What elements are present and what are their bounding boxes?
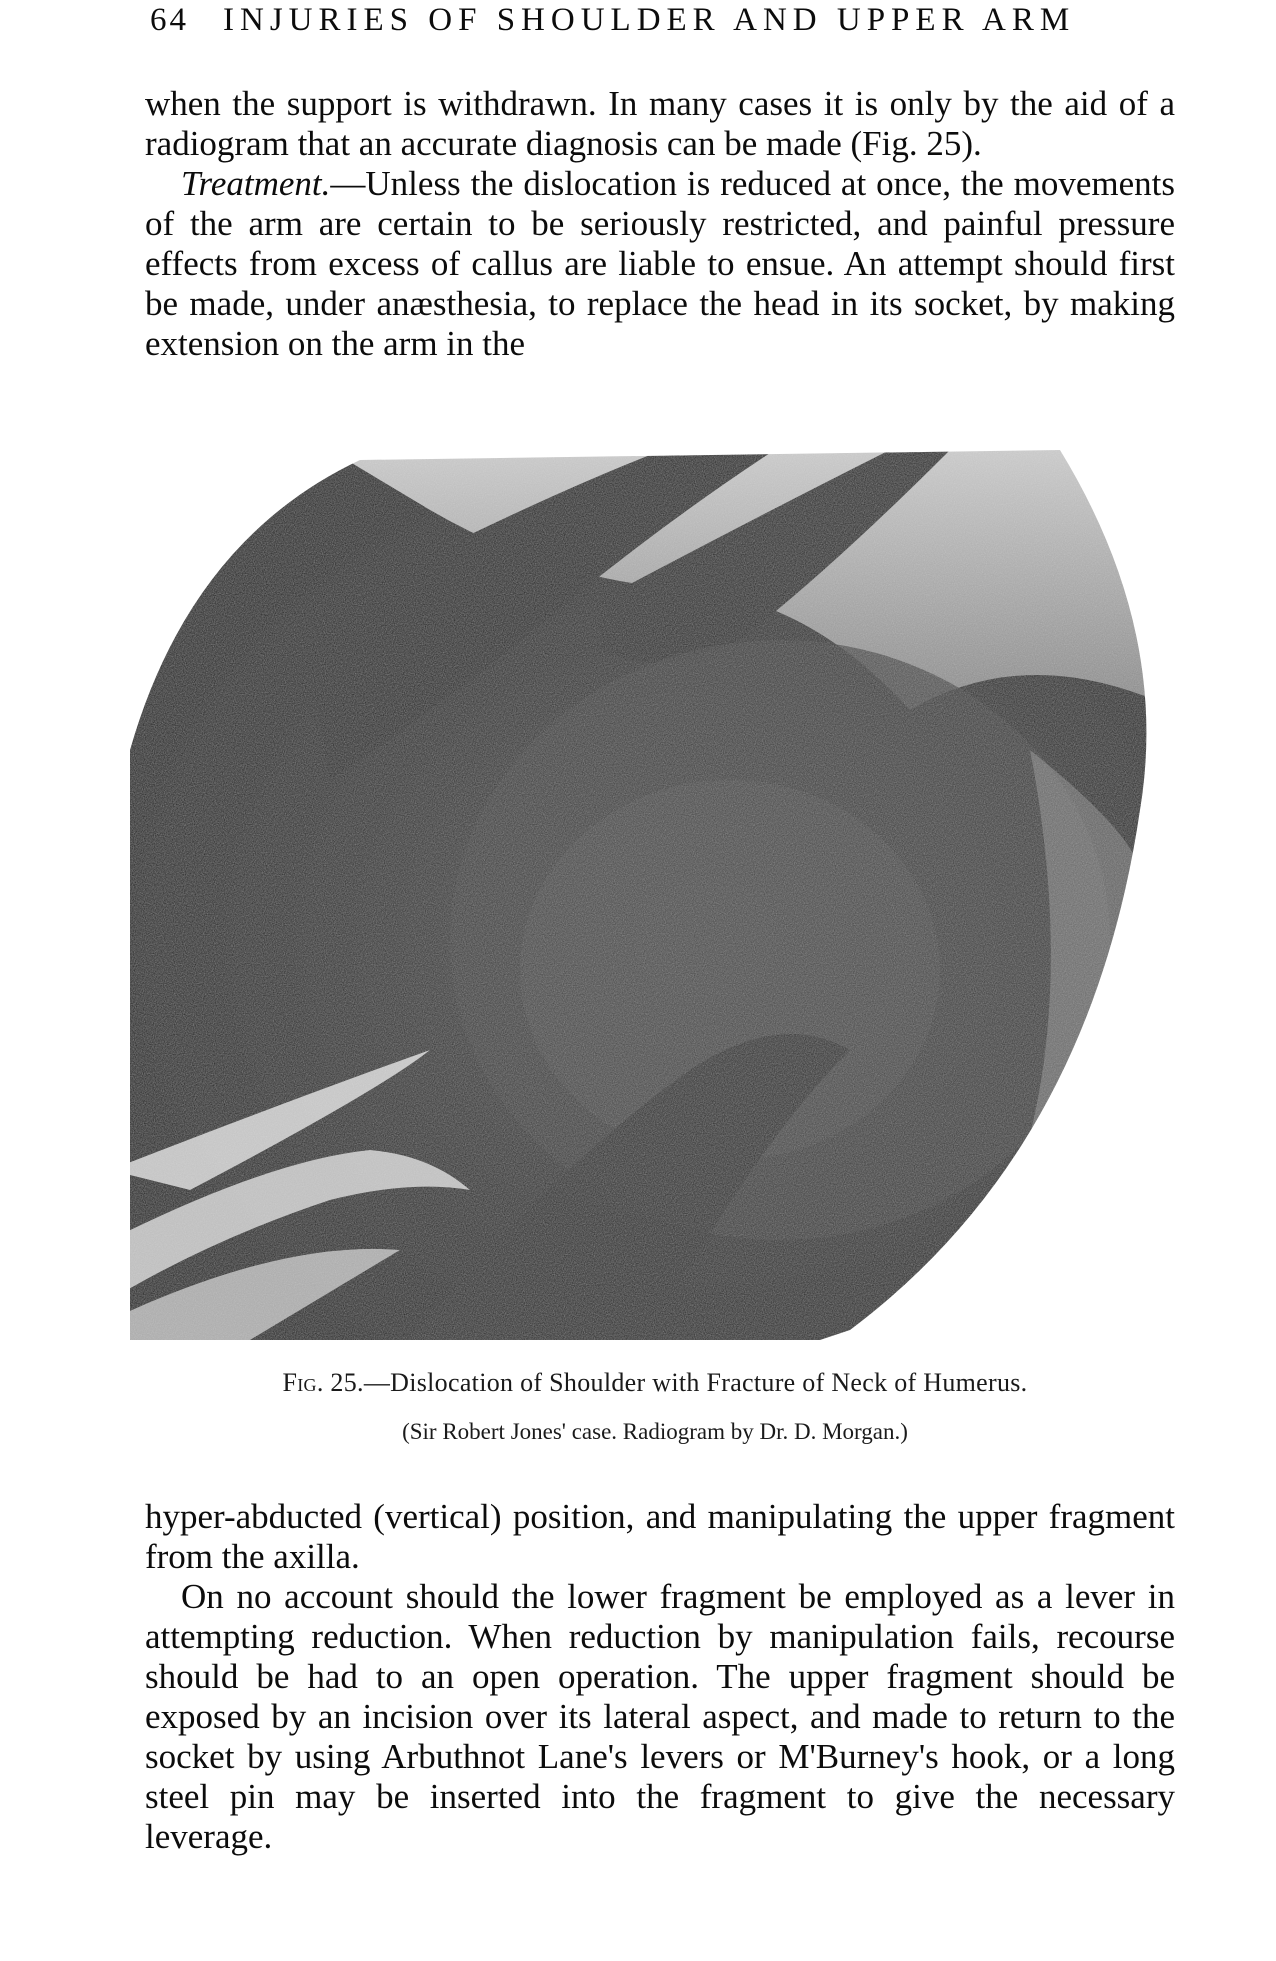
body-text-top bbox=[145, 84, 1175, 364]
running-head bbox=[150, 2, 1156, 38]
paragraph-support-withdrawn: when the support is withdrawn. In many cases it is only by the aid of a radiogram that an accurate diagnosis can be made (Fig. 25). bbox=[145, 84, 1175, 163]
radiogram-figure bbox=[130, 450, 1177, 1340]
running-title: INJURIES OF SHOULDER AND UPPER ARM bbox=[223, 2, 1076, 38]
figure-label: Fig. 25. bbox=[282, 1368, 364, 1397]
treatment-text: —Unless the dislocation is reduced at once, the movements of the arm are certain to be seriously restricted, and painful pressure effects from excess of callus are liable to ensue. An attempt should first be made, under anæsthesia, to replace the head in its socket, by making extension on the arm in the bbox=[145, 164, 1175, 363]
radiogram-image bbox=[130, 450, 1177, 1340]
paragraph-hyper-abducted: hyper-abducted (vertical) position, and manipulating the upper fragment from the axilla. bbox=[145, 1497, 1175, 1576]
figure-title: —Dislocation of Shoulder with Fracture of Neck of Humerus. bbox=[363, 1368, 1028, 1397]
page-number: 64 bbox=[150, 2, 189, 38]
paragraph-lower-fragment: On no account should the lower fragment be employed as a lever in attempting reduction. When reduction by manipulation fails, recourse should be had to an open operation. The upper fragment should be exposed by an incision over its lateral aspect, and made to return to the socket by using Arbuthnot Lane's levers or M'Burney's hook, or a long steel pin may be inserted into the fragment to give the necessary leverage. bbox=[145, 1577, 1175, 1856]
figure-caption bbox=[130, 1368, 1180, 1398]
treatment-heading: Treatment. bbox=[181, 164, 331, 203]
figure-credit: (Sir Robert Jones' case. Radiogram by Dr. D. Morgan.) bbox=[402, 1419, 908, 1444]
paragraph-treatment bbox=[145, 164, 1175, 364]
body-text-bottom bbox=[145, 1497, 1175, 1857]
